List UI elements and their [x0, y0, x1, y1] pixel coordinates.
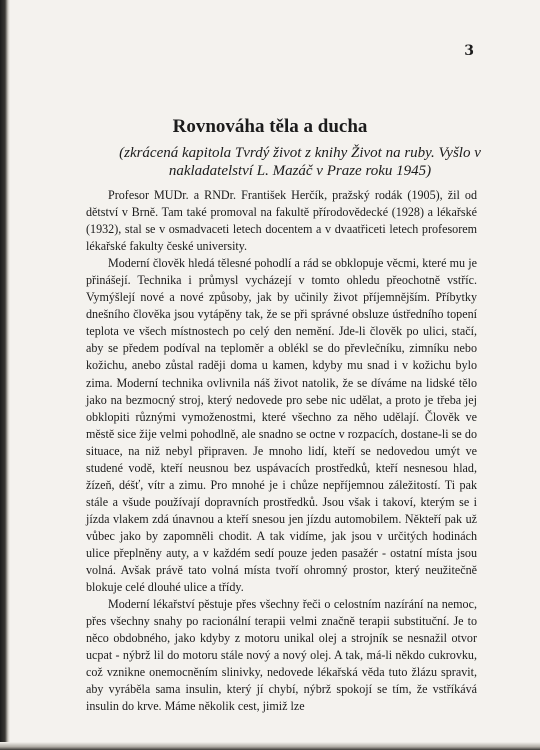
paragraph: Profesor MUDr. a RNDr. František Herčík, pražský rodák (1905), žil od dětství v Brně. Tam také promoval na fakultě přírodovědecké (1928) a lékařské (1932), stal se v osmadvaceti letech docentem a v dvaatřiceti letech profesorem lékařské fakulty české university.: [86, 188, 477, 254]
book-gutter-shadow: [0, 0, 10, 750]
page-number: 3: [464, 43, 474, 59]
page-bottom-edge: [0, 742, 540, 750]
chapter-subtitle: (zkrácená kapitola Tvrdý život z knihy Život na ruby. Vyšlo v nakladatelství L. Mazáč v Praze roku 1945): [119, 145, 481, 179]
chapter-title: Rovnováha těla a ducha: [172, 116, 368, 137]
paragraph: Moderní lékařství pěstuje přes všechny řeči o celostním nazírání na nemoc, přes všechny snahy po racionální terapii velmi značně terapii substituční. Je to něco obdobného, jako kdyby z motoru unikal olej a strojník se nesnažil otvor ucpat - nýbrž lil do motoru stále nový a nový olej. A tak, má-li někdo cukrovku, což vznikne onemocněním slinivky, nedovede lékařská věda tuto žlázu spravit, aby vyráběla sama insulin, který jí chybí, nýbrž spokojí se tím, že vstříkává insulin do krve. Máme několik cest, jimiž lze: [86, 597, 477, 714]
paragraph: Moderní člověk hledá tělesné pohodlí a rád se obklopuje věcmi, které mu je přinášejí. Technika i průmysl vycházejí v tomto ohledu přeochotně vstříc. Vymýšlejí nové a nové způsoby, jak by učinily život příjemnějším. Příbytky dnešního člověka jsou vytápěny tak, že se při správné obsluze ústředního topení teplota ve všech místnostech po celý den nemění. Jde-li člověk po ulici, stačí, aby se předem podíval na teploměr a oblékl se do převlečníku, zimníku nebo kožichu, anebo zůstal raději doma u kamen, kdyby mu snad i v kožichu bylo zima. Moderní technika ovlivnila náš život natolik, že se díváme na lidské tělo jako na bezmocný stroj, který nedovede pro sebe nic udělat, a proto je třeba jej obklopiti různými vymoženostmi, které všechno za něho udělají. Člověk ve městě sice žije velmi pohodlně, ale snadno se octne v rozpacích, dostane-li se do situace, na niž nebyl připraven. Je mnoho lidí, kteří se nedovedou umýt ve studené vodě, kteří neusnou bez uspávacích prostředků, kteří nesnesou hlad, žízeň, déšť, vítr a zimu. Pro mnohé je i chůze nepříjemnou záležitostí. Ti pak stále a všude používají dopravních prostředků. Jsou však i takoví, kterým se i jízda vlakem zdá únavnou a kteří snesou jen jízdu automobilem. Někteří pak už vůbec jako by zapomněli chodit. A tak vidíme, jak jsou v určitých hodinách ulice přeplněny auty, a v každém sedí pouze jeden pasažér - ostatní místa jsou volná. Avšak právě tato volná místa tvoří ohromný prostor, který neužitečně blokuje celé dlouhé ulice a třídy.: [86, 256, 477, 595]
body-text: [86, 187, 477, 715]
